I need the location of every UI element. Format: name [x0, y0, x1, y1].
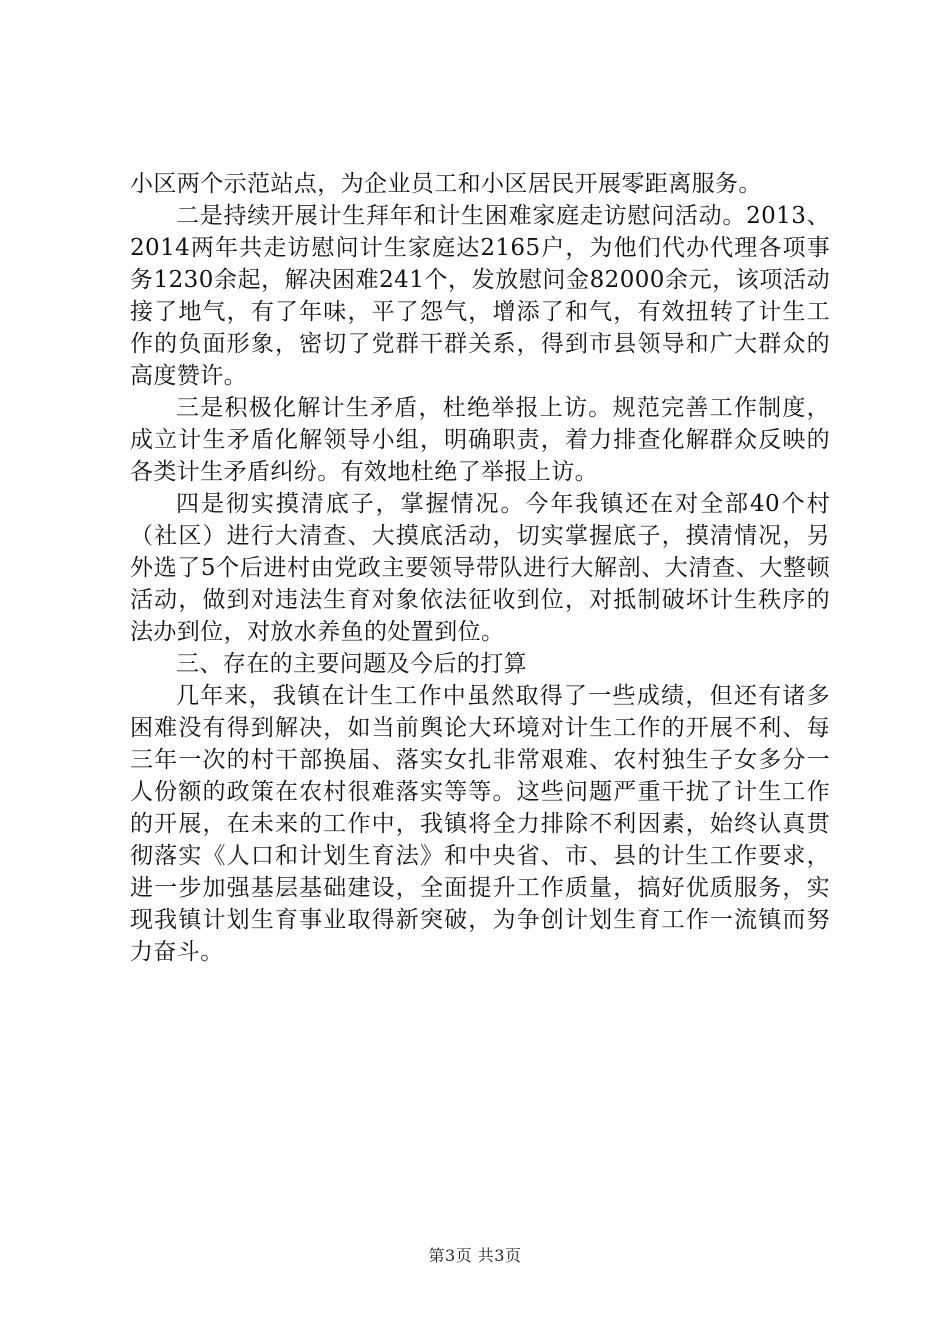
paragraph-item-two: 二是持续开展计生拜年和计生困难家庭走访慰问活动。2013、2014两年共走访慰问计生家庭达2165户，为他们代办代理各项事务1230余起，解决困难241个，发放慰问金82000余元，该项活动接了地气，有了年味，平了怨气，增添了和气，有效扭转了计生工作的负面形象，密切了党群干群关系，得到市县领导和广大群众的高度赞许。	[130, 203, 830, 389]
paragraph-item-four: 四是彻实摸清底子，掌握情况。今年我镇还在对全部40个村（社区）进行大清查、大摸底活动，切实掌握底子，摸清情况，另外选了5个后进村由党政主要领导带队进行大解剖、大清查、大整顿活动，做到对违法生育对象依法征收到位，对抵制破坏计生秩序的法办到位，对放水养鱼的处置到位。	[130, 491, 830, 645]
document-body	[130, 168, 830, 968]
section-heading: 三、存在的主要问题及今后的打算	[176, 651, 527, 677]
paragraph-item-three: 三是积极化解计生矛盾，杜绝举报上访。规范完善工作制度，成立计生矛盾化解领导小组，明确职责，着力排查化解群众反映的各类计生矛盾纠纷。有效地杜绝了举报上访。	[130, 395, 830, 485]
page-number-footer: 第3页 共3页	[428, 1246, 522, 1265]
paragraph-summary: 几年来，我镇在计生工作中虽然取得了一些成绩，但还有诸多困难没有得到解决，如当前舆论大环境对计生工作的开展不利、每三年一次的村干部换届、落实女扎非常艰难、农村独生子女多分一人份额的政策在农村很难落实等等。这些问题严重干扰了计生工作的开展，在未来的工作中，我镇将全力排除不利因素，始终认真贯彻落实《人口和计划生育法》和中央省、市、县的计生工作要求，进一步加强基层基础建设，全面提升工作质量，搞好优质服务，实现我镇计划生育事业取得新突破，为争创计划生育工作一流镇而努力奋斗。	[130, 683, 830, 965]
paragraph-continuation: 小区两个示范站点，为企业员工和小区居民开展零距离服务。	[130, 171, 762, 197]
